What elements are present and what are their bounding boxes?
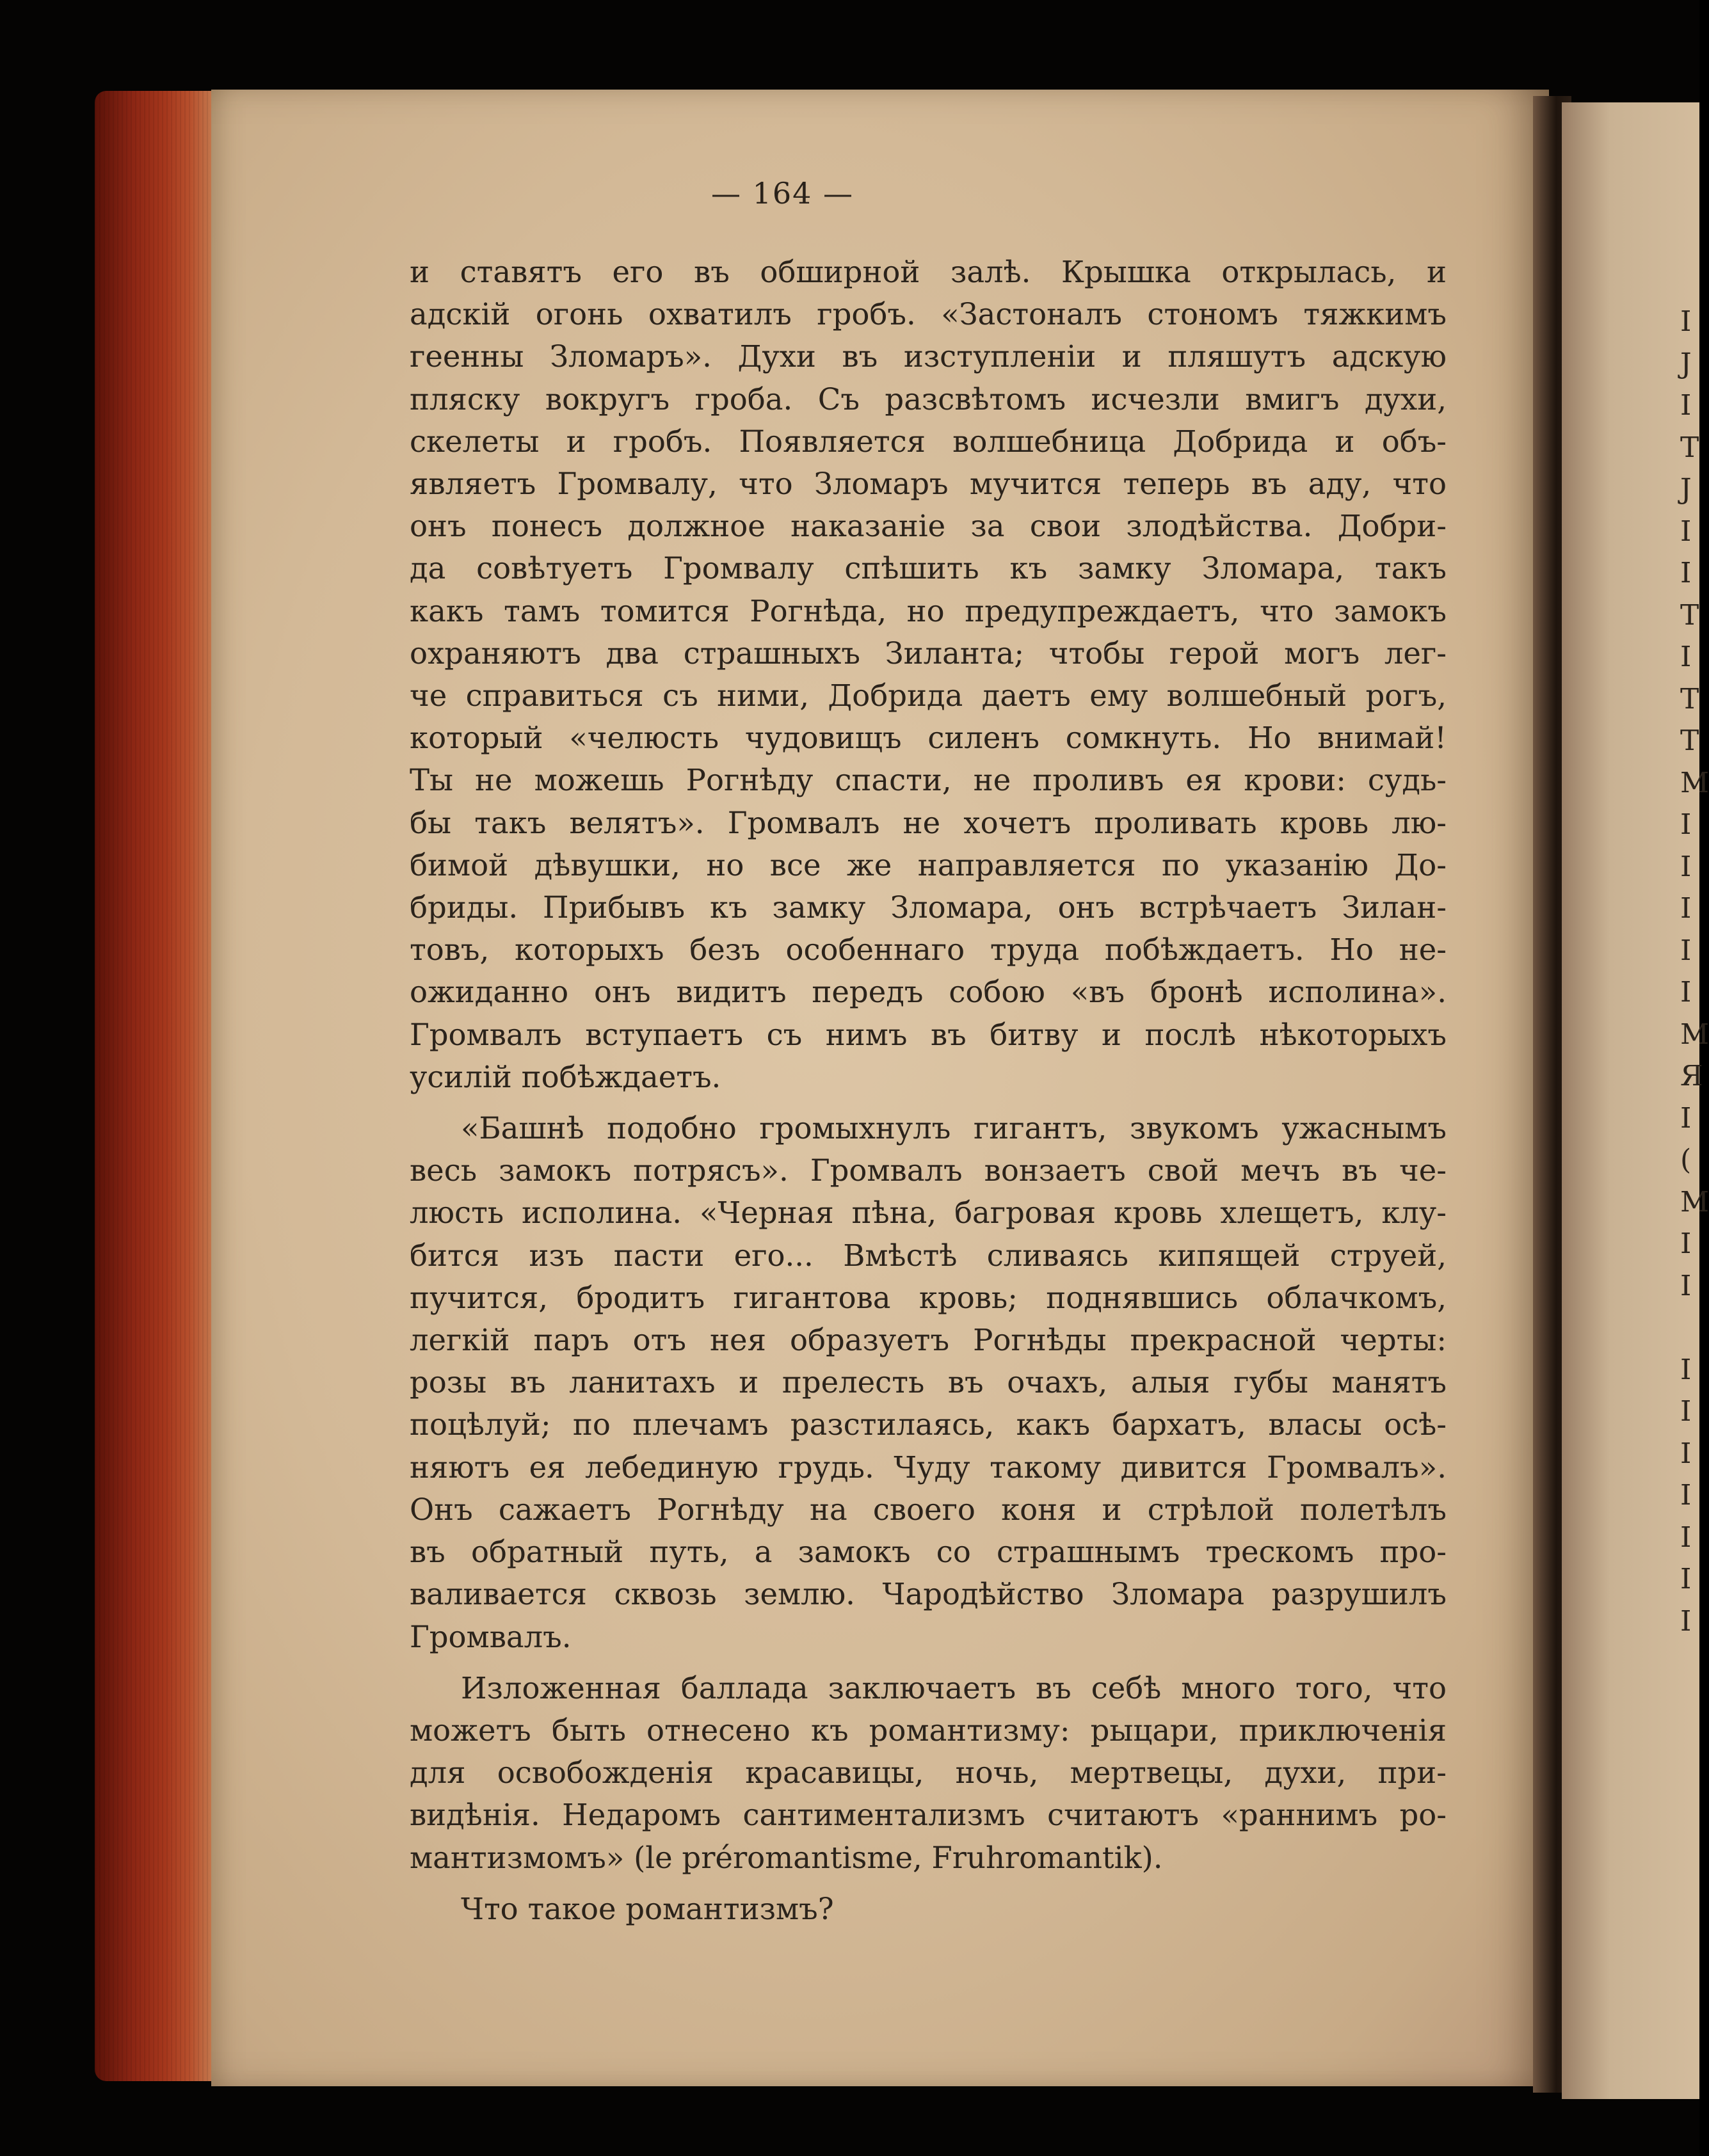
text-line: весь замокъ потрясъ». Громвалъ вонзаетъ свой мечъ въ че- — [410, 1153, 1447, 1188]
text-line: усилій побѣждаетъ. — [410, 1059, 721, 1094]
text-line: геенны Зломаръ». Духи въ изступленіи и пляшутъ адскую — [410, 339, 1447, 374]
text-line: который «челюсть чудовищъ силенъ сомкнуть. Но внимай! — [410, 721, 1447, 756]
text-line: че справиться съ ними, Добрида даетъ ему волшебный рогъ, — [410, 678, 1447, 714]
text-line: поцѣлуй; по плечамъ разстилаясь, какъ бархатъ, власы осѣ- — [410, 1407, 1447, 1442]
facing-page-glyph: I — [1680, 641, 1692, 673]
text-line: бимой дѣвушки, но все же направляется по указанію До- — [410, 847, 1447, 882]
text-line: бы такъ велятъ». Громвалъ не хочетъ проливать кровь лю- — [410, 805, 1447, 840]
facing-page-glyph: T — [1680, 724, 1699, 757]
text-line: Что такое романтизмъ? — [461, 1891, 834, 1926]
text-line: можетъ быть отнесено къ романтизму: рыцари, приключенія — [410, 1713, 1447, 1748]
text-line: бриды. Прибывъ къ замку Зломара, онъ встрѣчаетъ Зилан- — [410, 890, 1447, 925]
facing-page-glyph: I — [1680, 557, 1692, 589]
facing-page-glyph: I — [1680, 1227, 1692, 1260]
text-line: являетъ Громвалу, что Зломаръ мучится теперь въ аду, что — [410, 467, 1447, 502]
text-line: «Башнѣ подобно громыхнулъ гигантъ, звукомъ ужаснымъ — [461, 1111, 1447, 1146]
book-page-edges — [95, 91, 223, 2081]
text-line: охраняютъ два страшныхъ Зиланта; чтобы герой могъ лег- — [410, 635, 1447, 671]
text-line: няютъ ея лебединую грудь. Чуду такому дивится Громвалъ». — [410, 1449, 1447, 1485]
text-line: розы въ ланитахъ и прелесть въ очахъ, алыя губы манятъ — [410, 1365, 1447, 1400]
text-line: да совѣтуетъ Громвалу спѣшить къ замку Зломара, такъ — [410, 551, 1447, 586]
facing-page-glyph: I — [1680, 934, 1692, 967]
text-line: ожиданно онъ видитъ передъ собою «въ бронѣ исполина». — [410, 975, 1447, 1010]
text-line: Громвалъ вступаетъ съ нимъ въ битву и послѣ нѣкоторыхъ — [410, 1017, 1447, 1052]
paragraph — [410, 1667, 1447, 1879]
facing-page-glyph: Я — [1680, 1060, 1703, 1092]
facing-page-glyph: I — [1680, 1101, 1692, 1135]
facing-page-glyph: I — [1680, 976, 1692, 1009]
facing-page-glyph: I — [1680, 850, 1692, 883]
text-line: люсть исполина. «Черная пѣна, багровая кровь хлещетъ, клу- — [410, 1195, 1447, 1231]
facing-page-glyph: M — [1680, 766, 1709, 799]
facing-page-glyph: J — [1680, 473, 1692, 506]
text-line: видѣнія. Недаромъ сантиментализмъ считаютъ «раннимъ ро- — [410, 1798, 1447, 1833]
facing-page-glyph: I — [1680, 1604, 1692, 1638]
paragraph-gap — [410, 1658, 1447, 1667]
facing-page-glyph: I — [1680, 305, 1692, 338]
facing-page-glyph: I — [1680, 1479, 1692, 1512]
facing-page-glyph: I — [1680, 1437, 1692, 1470]
text-line: бится изъ пасти его... Вмѣстѣ сливаясь кипящей струей, — [410, 1238, 1447, 1273]
text-line: пляску вокругъ гроба. Съ разсвѣтомъ исчезли вмигъ духи, — [410, 381, 1447, 417]
text-line: пучится, бродитъ гигантова кровь; поднявшись облачкомъ, — [410, 1280, 1447, 1315]
text-line: мантизмомъ» (le préromantisme, Fruhromantik). — [410, 1840, 1163, 1875]
text-line: Ты не можешь Рогнѣду спасти, не проливъ ея крови: судь- — [410, 763, 1447, 798]
facing-page-glyph: I — [1680, 1563, 1692, 1595]
facing-page-glyph: I — [1680, 1353, 1692, 1386]
facing-page-glyph: T — [1680, 431, 1699, 464]
facing-page-glyph: I — [1680, 1521, 1692, 1554]
facing-page-glyph: M — [1680, 1185, 1709, 1218]
text-line: легкій паръ отъ нея образуетъ Рогнѣды прекрасной черты: — [410, 1323, 1447, 1358]
paragraph-gap — [410, 1098, 1447, 1107]
facing-page-cut-text — [1680, 301, 1709, 1642]
text-line: валивается сквозь землю. Чародѣйство Зломара разрушилъ — [410, 1577, 1447, 1612]
facing-page-glyph: ( — [1680, 1144, 1692, 1176]
paragraph — [410, 251, 1447, 1098]
text-line: скелеты и гробъ. Появляется волшебница Добрида и объ- — [410, 424, 1447, 459]
page-number: — 164 — — [710, 176, 854, 211]
facing-page-glyph: J — [1680, 347, 1692, 380]
facing-page-glyph: T — [1680, 682, 1699, 715]
facing-page-glyph: I — [1680, 892, 1692, 925]
facing-page-glyph: I — [1680, 389, 1692, 422]
paragraph — [410, 1888, 1447, 1930]
facing-page-glyph: M — [1680, 1018, 1709, 1051]
body-text — [410, 251, 1447, 1930]
text-line: онъ понесъ должное наказаніе за свои злодѣйства. Добри- — [410, 509, 1447, 544]
facing-page-glyph: I — [1680, 808, 1692, 841]
text-line: для освобожденія красавицы, ночь, мертвецы, духи, при- — [410, 1755, 1447, 1791]
text-line: Громвалъ. — [410, 1619, 572, 1654]
facing-page-glyph: I — [1680, 515, 1692, 548]
paragraph-gap — [410, 1879, 1447, 1888]
text-line: и ставятъ его въ обширной залѣ. Крышка открылась, и — [410, 255, 1447, 289]
facing-page-glyph: T — [1680, 598, 1699, 632]
text-line: Онъ сажаетъ Рогнѣду на своего коня и стрѣлой полетѣлъ — [410, 1492, 1447, 1527]
text-line: адскій огонь охватилъ гробъ. «Застоналъ стономъ тяжкимъ — [410, 297, 1447, 332]
text-line: товъ, которыхъ безъ особеннаго труда побѣждаетъ. Но не- — [410, 932, 1447, 968]
facing-page — [1562, 102, 1709, 2099]
paragraph — [410, 1107, 1447, 1658]
text-line: Изложенная баллада заключаетъ въ себѣ много того, что — [461, 1670, 1447, 1705]
facing-page-glyph — [1680, 1307, 1699, 1349]
facing-page-glyph: I — [1680, 1395, 1692, 1428]
facing-page-glyph: I — [1680, 1269, 1692, 1302]
text-line: въ обратный путь, а замокъ со страшнымъ трескомъ про- — [410, 1535, 1447, 1570]
text-line: какъ тамъ томится Рогнѣда, но предупреждаетъ, что замокъ — [410, 593, 1447, 628]
